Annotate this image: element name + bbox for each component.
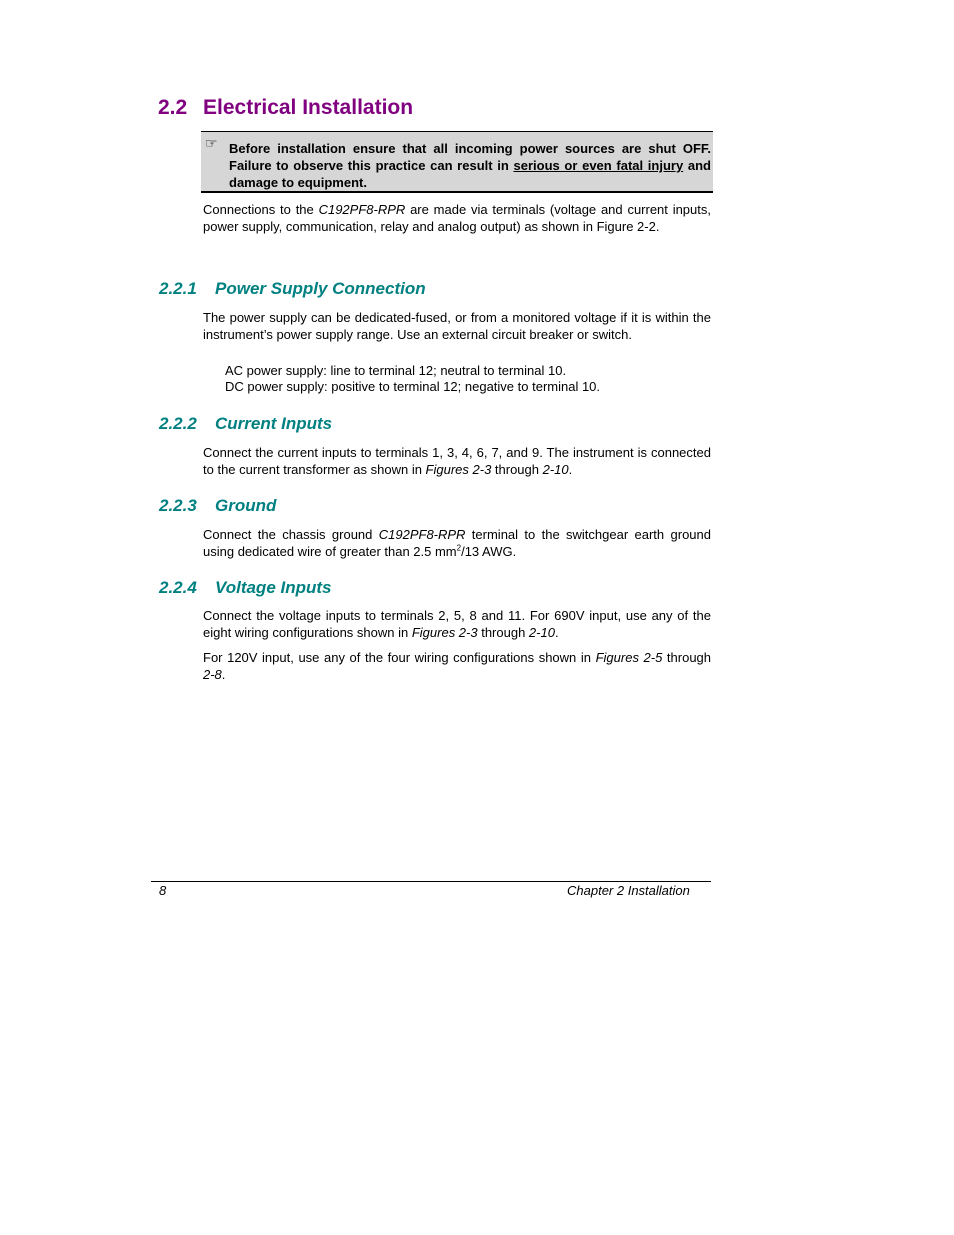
section-title: Electrical Installation [203,96,414,119]
chapter-label: Chapter 2 Installation [567,883,690,898]
dc-power-line: DC power supply: positive to terminal 12; negative to terminal 10. [225,379,601,394]
voltage-inputs-paragraph-1: Connect the voltage inputs to terminals 2, 5, 8 and 11. For 690V input, use any of the eight wiring configurations shown in Figures 2-3 through 2-10. [203,608,711,640]
subsection-heading-current-inputs: 2.2.2 Current Inputs [159,414,333,433]
warning-note [201,131,713,193]
subsection-heading-ground: 2.2.3 Ground [159,496,277,515]
pointing-hand-icon: ☞ [205,135,218,151]
ac-power-line: AC power supply: line to terminal 12; neutral to terminal 10. [225,363,567,378]
section-heading [158,96,413,120]
voltage-inputs-paragraph-2: For 120V input, use any of the four wiring configurations shown in Figures 2-5 through 2-8. [203,650,712,682]
warning-emphasis: serious or even fatal injury [513,158,684,173]
power-supply-paragraph: The power supply can be dedicated-fused, or from a monitored voltage if it is within the instrument’s power supply range. Use an external circuit breaker or switch. [203,310,711,342]
ground-paragraph: Connect the chassis ground C192PF8-RPR terminal to the switchgear earth ground using dedicated wire of greater than 2.5 $mm^2/13$ AWG. [203,527,711,559]
current-inputs-paragraph: Connect the current inputs to terminals 1, 3, 4, 6, 7, and 9. The instrument is connected to the current transformer as shown in Figures 2-3 through 2-10. [203,445,711,477]
model-name: C192PF8-RPR [378,527,466,542]
subsection-heading-power-supply: 2.2.1 Power Supply Connection [159,279,426,298]
warning-text: Before installation ensure that all incoming power sources are shut OFF. Failure to observe this practice can result in serious or even fatal injury and damage to equipment. [229,141,711,190]
subsection-heading-voltage-inputs: 2.2.4 Voltage Inputs [159,578,332,597]
section-number: 2.2 [158,96,188,119]
model-name: C192PF8-RPR [318,202,406,217]
intro-paragraph: Connections to the C192PF8-RPR are made via terminals (voltage and current inputs, power supply, communication, relay and analog output) as shown in Figure 2-2. [203,202,711,234]
page-number: 8 [159,883,167,898]
footer-divider [151,881,711,882]
